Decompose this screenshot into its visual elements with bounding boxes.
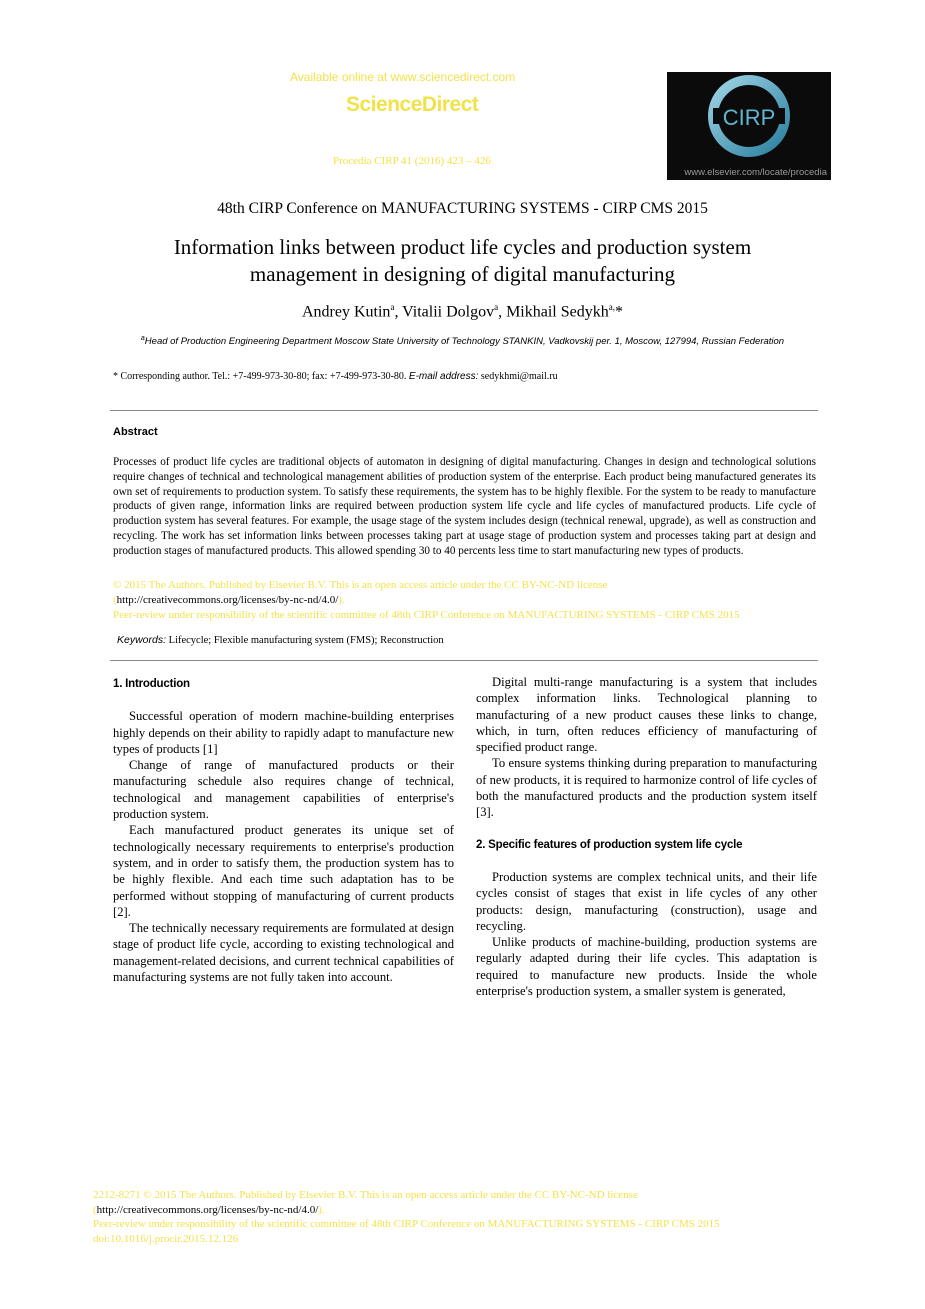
- issn-line: 2212-8271 © 2015 The Authors. Published by Elsevier B.V. This is an open access article under the CC BY-NC-ND license: [93, 1189, 638, 1201]
- right-column: [476, 674, 817, 999]
- available-online-text: Available online at www.sciencedirect.com: [290, 70, 516, 84]
- footer-link-line: [93, 1203, 813, 1218]
- author-list: Andrey Kutin$^a$, Vitalii Dolgov$^a$, Mikhail Sedykh$^{a,}$*: [302, 302, 623, 321]
- license-line: © 2015 The Authors. Published by Elsevier B.V. This is an open access article under the CC BY-NC-ND license: [113, 579, 608, 591]
- sciencedirect-brand: ScienceDirect: [346, 93, 479, 116]
- doi[interactable]: doi:10.1016/j.procir.2015.12.126: [93, 1232, 239, 1245]
- title-line-1: Information links between product life cycles and production system: [173, 235, 752, 259]
- paragraph: To ensure systems thinking during preparation to manufacturing of new products, it is required to harmonize control of life cycles of both the manufactured products and the production system itself [3].: [476, 756, 817, 820]
- author-name: Mikhail Sedykh: [506, 303, 609, 321]
- paragraph: Successful operation of modern machine-building enterprises highly depends on their ability to rapidly adapt to manufacture new types of products [1]: [113, 709, 454, 756]
- conference-name: 48th CIRP Conference on MANUFACTURING SYSTEMS - CIRP CMS 2015: [217, 200, 708, 217]
- section-heading: 1. Introduction: [113, 678, 190, 690]
- footer-license-link[interactable]: http://creativecommons.org/licenses/by-nc-nd/4.0/: [96, 1203, 319, 1216]
- cirp-logo: [667, 72, 831, 180]
- affil-text: Head of Production Engineering Department Moscow State University of Technology STANKIN, Vadkovskij per. 1, Moscow, 127994, Russian Federation: [144, 336, 785, 348]
- author-affil-mark: a,: [608, 302, 615, 312]
- email-link[interactable]: sedykhmi@mail.ru: [480, 371, 558, 382]
- paragraph: Change of range of manufactured products or their manufacturing schedule also requires change of technical, technological and management capabilities of enterprise's production system.: [113, 758, 454, 822]
- author-affil-mark: a: [390, 302, 395, 312]
- paren: (: [113, 593, 117, 606]
- footer-peer-review: Peer-review under responsibility of the scientific committee of 48th CIRP Conference on MANUFACTURING SYSTEMS - CIRP CMS 2015: [93, 1218, 720, 1230]
- paper-title: [100, 234, 825, 288]
- left-column: [113, 676, 454, 985]
- keywords-text: Lifecycle; Flexible manufacturing system (FMS); Reconstruction: [168, 635, 444, 646]
- paragraph: Digital multi-range manufacturing is a system that includes complex information links. Technological planning to manufacturing of a new product causes these links to change, which, in turn, often reduces efficiency of manufacturing of specified product range.: [476, 675, 817, 755]
- divider-bottom: [110, 660, 818, 661]
- paragraph: The technically necessary requirements are formulated at design stage of product life cycle, according to existing technological and management-related decisions, and current technical capabilities of manufacturing systems are not fully taken into account.: [113, 921, 454, 985]
- section-heading: 2. Specific features of production system life cycle: [476, 838, 743, 851]
- author-name: Andrey Kutin: [302, 303, 391, 321]
- peer-review-line: Peer-review under responsibility of the scientific committee of 48th CIRP Conference on MANUFACTURING SYSTEMS - CIRP CMS 2015: [113, 608, 740, 621]
- abstract-heading: Abstract: [113, 426, 158, 438]
- author-name: Vitalii Dolgov: [402, 303, 495, 321]
- paragraph: Unlike products of machine-building, production systems are regularly adapted during their life cycles. This adaptation is required to manufacture new products. Inside the whole enterprise's production system, a smaller system is generated,: [476, 935, 817, 999]
- paren: ).: [338, 593, 345, 606]
- paragraph: Each manufactured product generates its unique set of technologically necessary requirements to enterprise's production system, and in order to satisfy them, the production system has to be highly flexible. And each time such adaptation has to be performed without stopping of manufacturing of current products [2].: [113, 823, 454, 919]
- email-label: E-mail address:: [408, 371, 479, 382]
- author-affil-mark: a: [494, 302, 499, 312]
- license-block: [113, 578, 833, 622]
- paren: ).: [318, 1203, 325, 1216]
- divider-top: [110, 410, 818, 411]
- title-line-2: management in designing of digital manufacturing: [249, 262, 676, 286]
- paren: (: [93, 1203, 97, 1216]
- affiliation: [0, 335, 925, 347]
- logo-text: CIRP: [722, 105, 776, 130]
- corr-contact: * Corresponding author. Tel.: +7-499-973-30-80; fax: +7-499-973-30-80.: [113, 371, 407, 382]
- abstract-text: Processes of product life cycles are traditional objects of automaton in designing of digital manufacturing. Changes in design and technological solutions require changes of technical and technological management abilities of production system of the enterprise. Each product being manufactured generates its own set of requirements to production system. To satisfy these requirements, the system has to be highly flexible. For the system to be ready to manufacture products of given range, information links are required between production system life cycle and life cycles of manufactured products. Life cycle of production system has several features. For example, the usage stage of the system includes design (technical renewal, upgrade), as well as construction and recycling. The work has set information links between processes taking part at usage stage of production system and processes taking part at design and production stages of manufactured products. This allowed spending 30 to 40 percents less time to start manufacturing new types of products.: [113, 456, 816, 557]
- paragraph: Production systems are complex technical units, and their life cycles consist of stages that exist in life cycles of any other products: design, manufacturing (construction), usage and recycling.: [476, 869, 817, 933]
- affil-mark: a: [140, 335, 145, 342]
- footer: [93, 1188, 813, 1246]
- license-link[interactable]: http://creativecommons.org/licenses/by-nc-nd/4.0/: [116, 593, 339, 606]
- logo-url[interactable]: www.elsevier.com/locate/procedia: [684, 167, 827, 178]
- keywords: [117, 634, 444, 646]
- corresponding-star: *: [615, 303, 623, 321]
- keywords-label: Keywords:: [117, 634, 167, 646]
- license-link-line: [113, 593, 833, 608]
- journal-reference: Procedia CIRP 41 (2016) 423 – 426: [333, 155, 491, 167]
- corresponding-author: [113, 371, 558, 382]
